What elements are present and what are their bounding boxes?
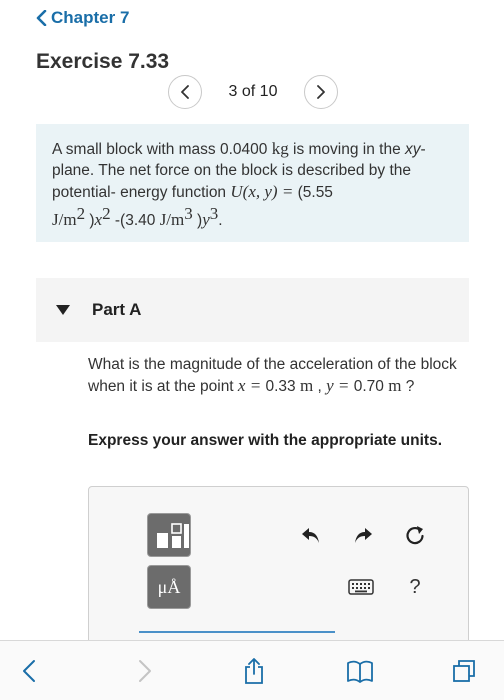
caret-down-icon bbox=[56, 305, 70, 315]
x-equals: x = bbox=[237, 376, 262, 395]
bookmarks-button[interactable] bbox=[344, 655, 376, 687]
chevron-left-icon bbox=[180, 85, 190, 99]
undo-icon bbox=[300, 524, 322, 546]
part-a-header[interactable] bbox=[36, 278, 469, 342]
problem-text: ) bbox=[85, 212, 95, 230]
problem-statement bbox=[36, 124, 469, 242]
forward-button[interactable] bbox=[128, 655, 160, 687]
chevron-right-icon bbox=[316, 85, 326, 99]
next-button[interactable] bbox=[304, 75, 338, 109]
previous-button[interactable] bbox=[168, 75, 202, 109]
y-equals: y = bbox=[326, 376, 350, 395]
problem-text: . bbox=[218, 212, 223, 230]
unit-kg: kg bbox=[271, 139, 289, 158]
var-y: y bbox=[202, 210, 210, 230]
problem-text: A small block with mass 0.0400 bbox=[52, 141, 272, 158]
unit-j-per-m3: J/m bbox=[159, 210, 185, 230]
problem-text: -plane. The net force on the block is described by the potential- energy function bbox=[52, 141, 426, 201]
exponent: 2 bbox=[102, 204, 111, 223]
keyboard-button[interactable] bbox=[347, 573, 375, 601]
share-icon bbox=[240, 657, 268, 685]
templates-icon bbox=[148, 514, 192, 558]
potential-function: U(x, y) = bbox=[230, 182, 294, 201]
back-button[interactable] bbox=[14, 655, 46, 687]
xy-text: xy bbox=[405, 141, 421, 158]
bottom-toolbar bbox=[0, 640, 504, 700]
chevron-left-icon bbox=[36, 10, 47, 26]
unit-m: m bbox=[299, 376, 314, 395]
reset-button[interactable] bbox=[401, 521, 429, 549]
problem-text: is moving in the bbox=[288, 141, 405, 158]
answer-panel bbox=[88, 486, 469, 646]
units-button[interactable] bbox=[147, 565, 191, 609]
question-segment: , bbox=[313, 378, 327, 395]
units-icon: μÅ bbox=[157, 576, 181, 597]
keyboard-icon bbox=[348, 579, 374, 595]
problem-text: (5.55 bbox=[293, 184, 333, 201]
redo-button[interactable] bbox=[349, 521, 377, 549]
unit-m: m bbox=[388, 376, 402, 395]
book-icon bbox=[346, 657, 374, 685]
question-segment: 0.70 bbox=[349, 378, 389, 395]
exponent: 3 bbox=[184, 204, 193, 223]
part-label: Part A bbox=[92, 300, 142, 319]
problem-text: ) bbox=[192, 212, 203, 230]
var-x: x bbox=[94, 210, 103, 230]
exercise-title: Exercise 7.33 bbox=[36, 50, 170, 73]
page-count: 3 of 10 bbox=[228, 83, 278, 100]
pager bbox=[168, 74, 338, 110]
exponent: 3 bbox=[209, 204, 219, 223]
back-to-chapter-link[interactable] bbox=[36, 8, 129, 28]
share-button[interactable] bbox=[238, 655, 270, 687]
question-segment: What is the magnitude of the acceleration of the block when it is at the point bbox=[88, 356, 457, 395]
exponent: 2 bbox=[76, 204, 86, 223]
redo-icon bbox=[352, 524, 374, 546]
undo-button[interactable] bbox=[297, 521, 325, 549]
back-icon bbox=[16, 657, 44, 685]
tabs-icon bbox=[450, 657, 478, 685]
question-segment: 0.33 bbox=[261, 378, 300, 395]
back-label: Chapter 7 bbox=[51, 8, 130, 27]
unit-j-per-m2: J/m bbox=[52, 210, 77, 230]
answer-instruction: Express your answer with the appropriate units. bbox=[88, 432, 443, 449]
problem-text: -(3.40 bbox=[110, 212, 160, 230]
help-button[interactable] bbox=[401, 573, 429, 601]
help-icon: ? bbox=[409, 575, 421, 598]
forward-icon bbox=[130, 657, 158, 685]
question-text bbox=[88, 354, 468, 397]
question-segment: ? bbox=[401, 378, 415, 395]
tabs-button[interactable] bbox=[448, 655, 480, 687]
templates-button[interactable] bbox=[147, 513, 191, 557]
reset-icon bbox=[404, 524, 426, 546]
